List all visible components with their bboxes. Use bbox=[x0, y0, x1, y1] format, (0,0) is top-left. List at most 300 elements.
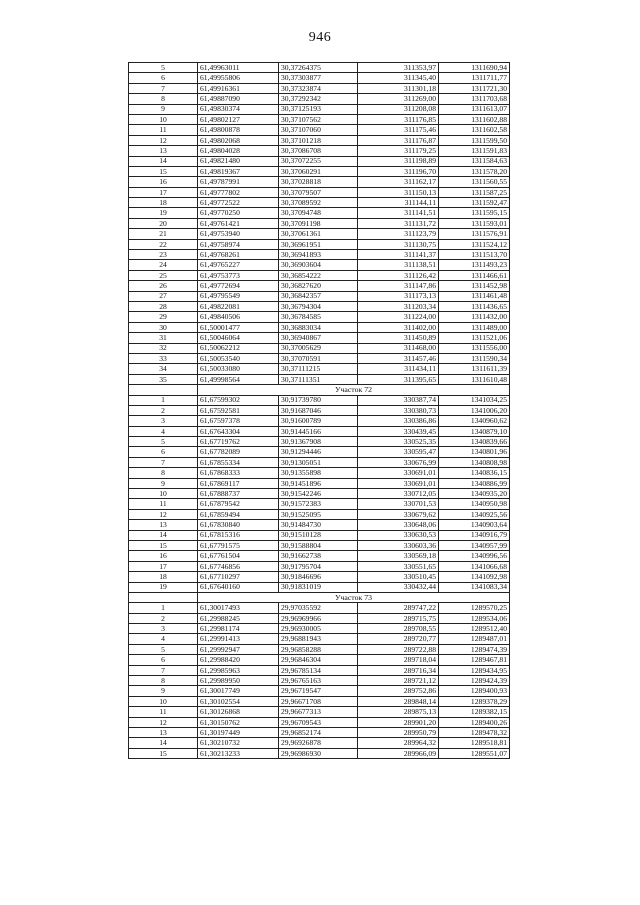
x-coordinate-cell: 330691,01 bbox=[358, 478, 439, 488]
y-coordinate-cell: 1289400,93 bbox=[439, 686, 510, 696]
coordinates-table-body bbox=[129, 63, 510, 759]
table-row bbox=[129, 395, 510, 405]
point-number-cell: 5 bbox=[129, 63, 198, 73]
longitude-cell: 30,91525095 bbox=[279, 509, 358, 519]
table-row bbox=[129, 374, 510, 384]
table-row bbox=[129, 135, 510, 145]
point-number-cell: 18 bbox=[129, 572, 198, 582]
point-number-cell: 15 bbox=[129, 540, 198, 550]
y-coordinate-cell: 1340903,64 bbox=[439, 520, 510, 530]
y-coordinate-cell: 1341083,34 bbox=[439, 582, 510, 592]
section-header-row bbox=[129, 385, 510, 395]
x-coordinate-cell: 311198,89 bbox=[358, 156, 439, 166]
point-number-cell: 3 bbox=[129, 416, 198, 426]
longitude-cell: 30,36794304 bbox=[279, 301, 358, 311]
table-row bbox=[129, 83, 510, 93]
longitude-cell: 29,96709543 bbox=[279, 717, 358, 727]
longitude-cell: 30,37111351 bbox=[279, 374, 358, 384]
point-number-cell: 10 bbox=[129, 489, 198, 499]
table-row bbox=[129, 426, 510, 436]
latitude-cell: 61,30017749 bbox=[198, 686, 279, 696]
longitude-cell: 29,96671708 bbox=[279, 696, 358, 706]
x-coordinate-cell: 311176,85 bbox=[358, 114, 439, 124]
coordinates-table bbox=[128, 62, 510, 759]
point-number-cell: 11 bbox=[129, 707, 198, 717]
point-number-cell: 8 bbox=[129, 94, 198, 104]
table-row bbox=[129, 468, 510, 478]
x-coordinate-cell: 311175,46 bbox=[358, 125, 439, 135]
table-row bbox=[129, 104, 510, 114]
table-row bbox=[129, 489, 510, 499]
y-coordinate-cell: 1311521,06 bbox=[439, 333, 510, 343]
point-number-cell: 9 bbox=[129, 104, 198, 114]
table-row bbox=[129, 572, 510, 582]
y-coordinate-cell: 1311584,63 bbox=[439, 156, 510, 166]
latitude-cell: 61,49787991 bbox=[198, 177, 279, 187]
x-coordinate-cell: 311196,70 bbox=[358, 166, 439, 176]
x-coordinate-cell: 330439,45 bbox=[358, 426, 439, 436]
x-coordinate-cell: 311224,00 bbox=[358, 312, 439, 322]
point-number-cell: 8 bbox=[129, 468, 198, 478]
longitude-cell: 30,36940867 bbox=[279, 333, 358, 343]
latitude-cell: 61,49753773 bbox=[198, 270, 279, 280]
point-number-cell: 1 bbox=[129, 395, 198, 405]
table-row bbox=[129, 676, 510, 686]
longitude-cell: 30,91600789 bbox=[279, 416, 358, 426]
point-number-cell: 15 bbox=[129, 748, 198, 758]
x-coordinate-cell: 311203,34 bbox=[358, 301, 439, 311]
latitude-cell: 61,49830374 bbox=[198, 104, 279, 114]
y-coordinate-cell: 1289518,81 bbox=[439, 738, 510, 748]
x-coordinate-cell: 289720,77 bbox=[358, 634, 439, 644]
point-number-cell: 13 bbox=[129, 146, 198, 156]
longitude-cell: 30,36784585 bbox=[279, 312, 358, 322]
table-row bbox=[129, 665, 510, 675]
latitude-cell: 61,49963011 bbox=[198, 63, 279, 73]
point-number-cell: 25 bbox=[129, 270, 198, 280]
table-row bbox=[129, 312, 510, 322]
section-header-blank-cell bbox=[129, 592, 198, 602]
y-coordinate-cell: 1341092,98 bbox=[439, 572, 510, 582]
longitude-cell: 29,96858288 bbox=[279, 644, 358, 654]
latitude-cell: 61,49822081 bbox=[198, 301, 279, 311]
point-number-cell: 9 bbox=[129, 686, 198, 696]
longitude-cell: 30,37094748 bbox=[279, 208, 358, 218]
y-coordinate-cell: 1340950,98 bbox=[439, 499, 510, 509]
y-coordinate-cell: 1340836,15 bbox=[439, 468, 510, 478]
x-coordinate-cell: 330387,74 bbox=[358, 395, 439, 405]
x-coordinate-cell: 311434,11 bbox=[358, 364, 439, 374]
longitude-cell: 30,37089592 bbox=[279, 198, 358, 208]
longitude-cell: 30,91662738 bbox=[279, 551, 358, 561]
latitude-cell: 61,67888737 bbox=[198, 489, 279, 499]
table-row bbox=[129, 73, 510, 83]
latitude-cell: 61,29988245 bbox=[198, 613, 279, 623]
latitude-cell: 61,67879542 bbox=[198, 499, 279, 509]
y-coordinate-cell: 1289400,26 bbox=[439, 717, 510, 727]
point-number-cell: 4 bbox=[129, 634, 198, 644]
latitude-cell: 61,49795549 bbox=[198, 291, 279, 301]
longitude-cell: 29,96677313 bbox=[279, 707, 358, 717]
latitude-cell: 61,67746856 bbox=[198, 561, 279, 571]
page-number: 946 bbox=[308, 30, 332, 45]
table-row bbox=[129, 353, 510, 363]
x-coordinate-cell: 311147,86 bbox=[358, 281, 439, 291]
latitude-cell: 61,29981174 bbox=[198, 624, 279, 634]
latitude-cell: 61,49765227 bbox=[198, 260, 279, 270]
table-row bbox=[129, 364, 510, 374]
longitude-cell: 30,91484730 bbox=[279, 520, 358, 530]
table-row bbox=[129, 540, 510, 550]
latitude-cell: 61,49770250 bbox=[198, 208, 279, 218]
point-number-cell: 19 bbox=[129, 208, 198, 218]
point-number-cell: 2 bbox=[129, 405, 198, 415]
point-number-cell: 16 bbox=[129, 551, 198, 561]
latitude-cell: 61,67719762 bbox=[198, 437, 279, 447]
latitude-cell: 61,50046064 bbox=[198, 333, 279, 343]
x-coordinate-cell: 311123,79 bbox=[358, 229, 439, 239]
point-number-cell: 18 bbox=[129, 198, 198, 208]
longitude-cell: 30,36827620 bbox=[279, 281, 358, 291]
point-number-cell: 13 bbox=[129, 520, 198, 530]
y-coordinate-cell: 1311489,00 bbox=[439, 322, 510, 332]
latitude-cell: 61,49821480 bbox=[198, 156, 279, 166]
point-number-cell: 14 bbox=[129, 738, 198, 748]
y-coordinate-cell: 1311610,48 bbox=[439, 374, 510, 384]
longitude-cell: 30,37107060 bbox=[279, 125, 358, 135]
x-coordinate-cell: 311468,00 bbox=[358, 343, 439, 353]
latitude-cell: 61,50053540 bbox=[198, 353, 279, 363]
latitude-cell: 61,49840506 bbox=[198, 312, 279, 322]
x-coordinate-cell: 330432,44 bbox=[358, 582, 439, 592]
table-row bbox=[129, 125, 510, 135]
point-number-cell: 6 bbox=[129, 447, 198, 457]
table-row bbox=[129, 156, 510, 166]
table-row bbox=[129, 260, 510, 270]
point-number-cell: 9 bbox=[129, 478, 198, 488]
table-row bbox=[129, 301, 510, 311]
x-coordinate-cell: 311402,00 bbox=[358, 322, 439, 332]
point-number-cell: 19 bbox=[129, 582, 198, 592]
longitude-cell: 30,36903604 bbox=[279, 260, 358, 270]
longitude-cell: 30,37060291 bbox=[279, 166, 358, 176]
longitude-cell: 30,37028818 bbox=[279, 177, 358, 187]
latitude-cell: 61,67599302 bbox=[198, 395, 279, 405]
longitude-cell: 29,96930005 bbox=[279, 624, 358, 634]
table-row bbox=[129, 146, 510, 156]
longitude-cell: 30,91367908 bbox=[279, 437, 358, 447]
longitude-cell: 29,96719547 bbox=[279, 686, 358, 696]
table-row bbox=[129, 94, 510, 104]
x-coordinate-cell: 311162,17 bbox=[358, 177, 439, 187]
table-row bbox=[129, 509, 510, 519]
latitude-cell: 61,49819367 bbox=[198, 166, 279, 176]
longitude-cell: 30,91739780 bbox=[279, 395, 358, 405]
longitude-cell: 30,36883034 bbox=[279, 322, 358, 332]
x-coordinate-cell: 330691,01 bbox=[358, 468, 439, 478]
latitude-cell: 61,49761421 bbox=[198, 218, 279, 228]
table-row bbox=[129, 530, 510, 540]
x-coordinate-cell: 311457,46 bbox=[358, 353, 439, 363]
point-number-cell: 8 bbox=[129, 676, 198, 686]
longitude-cell: 30,91294446 bbox=[279, 447, 358, 457]
x-coordinate-cell: 330712,05 bbox=[358, 489, 439, 499]
latitude-cell: 61,29988420 bbox=[198, 655, 279, 665]
longitude-cell: 30,37061361 bbox=[279, 229, 358, 239]
longitude-cell: 30,91445166 bbox=[279, 426, 358, 436]
table-row bbox=[129, 655, 510, 665]
x-coordinate-cell: 289722,88 bbox=[358, 644, 439, 654]
x-coordinate-cell: 311208,08 bbox=[358, 104, 439, 114]
table-row bbox=[129, 333, 510, 343]
y-coordinate-cell: 1311436,65 bbox=[439, 301, 510, 311]
x-coordinate-cell: 330525,35 bbox=[358, 437, 439, 447]
y-coordinate-cell: 1340996,56 bbox=[439, 551, 510, 561]
y-coordinate-cell: 1340925,56 bbox=[439, 509, 510, 519]
x-coordinate-cell: 330386,86 bbox=[358, 416, 439, 426]
latitude-cell: 61,67855334 bbox=[198, 457, 279, 467]
y-coordinate-cell: 1289424,39 bbox=[439, 676, 510, 686]
table-row bbox=[129, 644, 510, 654]
table-row bbox=[129, 229, 510, 239]
table-row bbox=[129, 613, 510, 623]
table-row bbox=[129, 343, 510, 353]
y-coordinate-cell: 1311602,88 bbox=[439, 114, 510, 124]
table-row bbox=[129, 187, 510, 197]
point-number-cell: 20 bbox=[129, 218, 198, 228]
table-row bbox=[129, 198, 510, 208]
longitude-cell: 29,96926878 bbox=[279, 738, 358, 748]
y-coordinate-cell: 1311576,91 bbox=[439, 229, 510, 239]
point-number-cell: 23 bbox=[129, 250, 198, 260]
longitude-cell: 30,91795704 bbox=[279, 561, 358, 571]
latitude-cell: 61,49998564 bbox=[198, 374, 279, 384]
y-coordinate-cell: 1289474,39 bbox=[439, 644, 510, 654]
latitude-cell: 61,49772522 bbox=[198, 198, 279, 208]
y-coordinate-cell: 1311452,98 bbox=[439, 281, 510, 291]
latitude-cell: 61,67710297 bbox=[198, 572, 279, 582]
y-coordinate-cell: 1311432,00 bbox=[439, 312, 510, 322]
longitude-cell: 29,96969966 bbox=[279, 613, 358, 623]
x-coordinate-cell: 289715,75 bbox=[358, 613, 439, 623]
x-coordinate-cell: 311301,18 bbox=[358, 83, 439, 93]
y-coordinate-cell: 1341006,20 bbox=[439, 405, 510, 415]
point-number-cell: 17 bbox=[129, 187, 198, 197]
longitude-cell: 30,37072255 bbox=[279, 156, 358, 166]
longitude-cell: 29,96846304 bbox=[279, 655, 358, 665]
y-coordinate-cell: 1311602,58 bbox=[439, 125, 510, 135]
x-coordinate-cell: 289718,04 bbox=[358, 655, 439, 665]
point-number-cell: 10 bbox=[129, 696, 198, 706]
x-coordinate-cell: 311173,13 bbox=[358, 291, 439, 301]
latitude-cell: 61,50033080 bbox=[198, 364, 279, 374]
point-number-cell: 32 bbox=[129, 343, 198, 353]
x-coordinate-cell: 330679,62 bbox=[358, 509, 439, 519]
y-coordinate-cell: 1311595,15 bbox=[439, 208, 510, 218]
x-coordinate-cell: 289966,09 bbox=[358, 748, 439, 758]
longitude-cell: 30,91451896 bbox=[279, 478, 358, 488]
x-coordinate-cell: 289964,32 bbox=[358, 738, 439, 748]
latitude-cell: 61,67640160 bbox=[198, 582, 279, 592]
x-coordinate-cell: 330569,18 bbox=[358, 551, 439, 561]
latitude-cell: 61,67597378 bbox=[198, 416, 279, 426]
y-coordinate-cell: 1311524,12 bbox=[439, 239, 510, 249]
longitude-cell: 30,37079507 bbox=[279, 187, 358, 197]
x-coordinate-cell: 311138,51 bbox=[358, 260, 439, 270]
latitude-cell: 61,29992947 bbox=[198, 644, 279, 654]
longitude-cell: 29,96765163 bbox=[279, 676, 358, 686]
longitude-cell: 30,37292342 bbox=[279, 94, 358, 104]
y-coordinate-cell: 1340916,79 bbox=[439, 530, 510, 540]
x-coordinate-cell: 311150,13 bbox=[358, 187, 439, 197]
latitude-cell: 61,49955806 bbox=[198, 73, 279, 83]
x-coordinate-cell: 289716,34 bbox=[358, 665, 439, 675]
latitude-cell: 61,49804028 bbox=[198, 146, 279, 156]
latitude-cell: 61,67868333 bbox=[198, 468, 279, 478]
latitude-cell: 61,30126868 bbox=[198, 707, 279, 717]
point-number-cell: 5 bbox=[129, 644, 198, 654]
table-row bbox=[129, 738, 510, 748]
latitude-cell: 61,67592581 bbox=[198, 405, 279, 415]
table-row bbox=[129, 634, 510, 644]
point-number-cell: 4 bbox=[129, 426, 198, 436]
table-row bbox=[129, 281, 510, 291]
table-row bbox=[129, 582, 510, 592]
point-number-cell: 35 bbox=[129, 374, 198, 384]
latitude-cell: 61,30017493 bbox=[198, 603, 279, 613]
point-number-cell: 27 bbox=[129, 291, 198, 301]
table-row bbox=[129, 239, 510, 249]
point-number-cell: 17 bbox=[129, 561, 198, 571]
point-number-cell: 28 bbox=[129, 301, 198, 311]
latitude-cell: 61,30213233 bbox=[198, 748, 279, 758]
latitude-cell: 61,50001477 bbox=[198, 322, 279, 332]
section-header-blank-cell bbox=[129, 385, 198, 395]
table-row bbox=[129, 447, 510, 457]
y-coordinate-cell: 1289551,07 bbox=[439, 748, 510, 758]
x-coordinate-cell: 311141,51 bbox=[358, 208, 439, 218]
table-row bbox=[129, 457, 510, 467]
x-coordinate-cell: 311269,00 bbox=[358, 94, 439, 104]
point-number-cell: 15 bbox=[129, 166, 198, 176]
point-number-cell: 22 bbox=[129, 239, 198, 249]
latitude-cell: 61,49887090 bbox=[198, 94, 279, 104]
y-coordinate-cell: 1311599,50 bbox=[439, 135, 510, 145]
point-number-cell: 1 bbox=[129, 603, 198, 613]
longitude-cell: 30,36941893 bbox=[279, 250, 358, 260]
point-number-cell: 12 bbox=[129, 717, 198, 727]
latitude-cell: 61,67859494 bbox=[198, 509, 279, 519]
table-row bbox=[129, 270, 510, 280]
point-number-cell: 14 bbox=[129, 156, 198, 166]
point-number-cell: 12 bbox=[129, 135, 198, 145]
point-number-cell: 34 bbox=[129, 364, 198, 374]
y-coordinate-cell: 1289478,32 bbox=[439, 728, 510, 738]
y-coordinate-cell: 1311587,25 bbox=[439, 187, 510, 197]
x-coordinate-cell: 330595,47 bbox=[358, 447, 439, 457]
latitude-cell: 61,67869117 bbox=[198, 478, 279, 488]
longitude-cell: 30,37005629 bbox=[279, 343, 358, 353]
y-coordinate-cell: 1311721,30 bbox=[439, 83, 510, 93]
y-coordinate-cell: 1340935,20 bbox=[439, 489, 510, 499]
longitude-cell: 29,97035592 bbox=[279, 603, 358, 613]
x-coordinate-cell: 311353,97 bbox=[358, 63, 439, 73]
latitude-cell: 61,49772694 bbox=[198, 281, 279, 291]
longitude-cell: 30,91542246 bbox=[279, 489, 358, 499]
y-coordinate-cell: 1289467,81 bbox=[439, 655, 510, 665]
y-coordinate-cell: 1311560,55 bbox=[439, 177, 510, 187]
longitude-cell: 30,37107562 bbox=[279, 114, 358, 124]
table-row bbox=[129, 686, 510, 696]
y-coordinate-cell: 1340960,62 bbox=[439, 416, 510, 426]
table-row bbox=[129, 561, 510, 571]
table-row bbox=[129, 696, 510, 706]
latitude-cell: 61,30150762 bbox=[198, 717, 279, 727]
point-number-cell: 33 bbox=[129, 353, 198, 363]
latitude-cell: 61,49916361 bbox=[198, 83, 279, 93]
table-row bbox=[129, 624, 510, 634]
longitude-cell: 30,91687046 bbox=[279, 405, 358, 415]
latitude-cell: 61,49777802 bbox=[198, 187, 279, 197]
y-coordinate-cell: 1311461,48 bbox=[439, 291, 510, 301]
point-number-cell: 10 bbox=[129, 114, 198, 124]
longitude-cell: 30,91510128 bbox=[279, 530, 358, 540]
x-coordinate-cell: 289708,55 bbox=[358, 624, 439, 634]
point-number-cell: 6 bbox=[129, 655, 198, 665]
x-coordinate-cell: 289721,12 bbox=[358, 676, 439, 686]
point-number-cell: 16 bbox=[129, 177, 198, 187]
longitude-cell: 30,37323874 bbox=[279, 83, 358, 93]
table-row bbox=[129, 603, 510, 613]
latitude-cell: 61,30197449 bbox=[198, 728, 279, 738]
longitude-cell: 30,91572383 bbox=[279, 499, 358, 509]
point-number-cell: 30 bbox=[129, 322, 198, 332]
table-row bbox=[129, 291, 510, 301]
latitude-cell: 61,49753940 bbox=[198, 229, 279, 239]
x-coordinate-cell: 330648,06 bbox=[358, 520, 439, 530]
table-row bbox=[129, 250, 510, 260]
longitude-cell: 29,96881943 bbox=[279, 634, 358, 644]
y-coordinate-cell: 1340808,98 bbox=[439, 457, 510, 467]
latitude-cell: 61,49758974 bbox=[198, 239, 279, 249]
x-coordinate-cell: 311395,65 bbox=[358, 374, 439, 384]
section-title: Участок 72 bbox=[198, 385, 510, 395]
longitude-cell: 29,96785134 bbox=[279, 665, 358, 675]
latitude-cell: 61,67830840 bbox=[198, 520, 279, 530]
y-coordinate-cell: 1311578,20 bbox=[439, 166, 510, 176]
point-number-cell: 13 bbox=[129, 728, 198, 738]
longitude-cell: 30,37070591 bbox=[279, 353, 358, 363]
x-coordinate-cell: 330603,36 bbox=[358, 540, 439, 550]
table-row bbox=[129, 218, 510, 228]
x-coordinate-cell: 311130,75 bbox=[358, 239, 439, 249]
y-coordinate-cell: 1341066,68 bbox=[439, 561, 510, 571]
latitude-cell: 61,49802068 bbox=[198, 135, 279, 145]
latitude-cell: 61,29989950 bbox=[198, 676, 279, 686]
y-coordinate-cell: 1311590,34 bbox=[439, 353, 510, 363]
y-coordinate-cell: 1311611,39 bbox=[439, 364, 510, 374]
latitude-cell: 61,49800878 bbox=[198, 125, 279, 135]
y-coordinate-cell: 1311703,68 bbox=[439, 94, 510, 104]
section-header-row bbox=[129, 592, 510, 602]
y-coordinate-cell: 1311493,23 bbox=[439, 260, 510, 270]
x-coordinate-cell: 330676,99 bbox=[358, 457, 439, 467]
section-title: Участок 73 bbox=[198, 592, 510, 602]
longitude-cell: 30,37125193 bbox=[279, 104, 358, 114]
x-coordinate-cell: 330380,73 bbox=[358, 405, 439, 415]
table-row bbox=[129, 322, 510, 332]
point-number-cell: 11 bbox=[129, 125, 198, 135]
